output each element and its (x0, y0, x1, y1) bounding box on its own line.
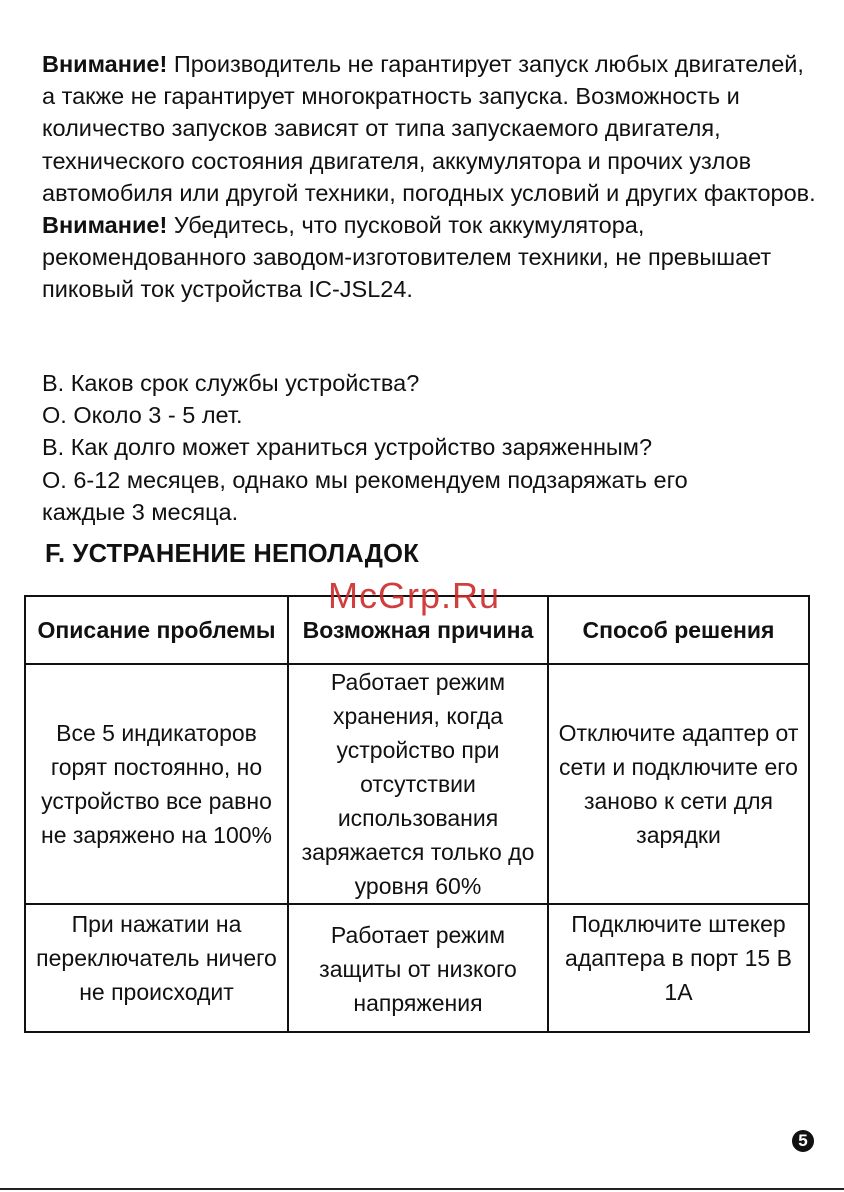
cell-solution: Отключите адаптер от сети и подключите его заново к сети для зарядки (548, 664, 809, 904)
warning-label: Внимание! (42, 51, 168, 77)
header-solution: Способ решения (548, 596, 809, 664)
troubleshooting-table (24, 595, 810, 1033)
faq-question: В. Каков срок службы устройства? (42, 370, 420, 396)
cell-problem: При нажатии на переключатель ничего не происходит (25, 904, 288, 1032)
cell-problem: Все 5 индикаторов горят постоянно, но устройство все равно не заряжено на 100% (25, 664, 288, 904)
watermark: McGrp.Ru (328, 575, 501, 616)
header-problem: Описание проблемы (25, 596, 288, 664)
cell-cause: Работает режим защиты от низкого напряжения (288, 904, 548, 1032)
table-row (25, 904, 809, 1032)
faq-answer: О. 6-12 месяцев, однако мы рекомендуем подзаряжать его (42, 466, 688, 493)
header-cause: Возможная причина (288, 596, 548, 664)
cell-cause: Работает режим хранения, когда устройство при отсутствии использования заряжается только до уровня 60% (288, 664, 548, 904)
section-title: F. УСТРАНЕНИЕ НЕПОЛАДОК (45, 540, 419, 568)
warning-text: Убедитесь, что пусковой ток аккумулятора, рекомендованного заводом-изготовителем техники, не превышает пиковый ток устройства IC-JSL24. (42, 212, 772, 303)
page-number-badge: 5 (792, 1130, 814, 1152)
faq-answer-continued: каждые 3 месяца. (42, 498, 239, 525)
faq-answer: О. Около 3 - 5 лет. (42, 402, 243, 429)
bottom-divider (0, 1188, 844, 1190)
warnings-block (42, 48, 822, 306)
faq-block (42, 367, 822, 528)
cell-solution: Подключите штекер адаптера в порт 15 В 1А (548, 904, 809, 1032)
warning-text: Производитель не гарантирует запуск любых двигателей, а также не гарантирует многократность запуска. Возможность и количество запусков зависят от типа запускаемого двигателя, технического состояния двигателя, аккумулятора и прочих узлов автомобиля или другой техники, погодных условий и других факторов. (42, 51, 816, 206)
warning-label: Внимание! (42, 212, 168, 239)
faq-question: В. Как долго может храниться устройство заряженным? (42, 434, 653, 461)
table-row (25, 664, 809, 904)
